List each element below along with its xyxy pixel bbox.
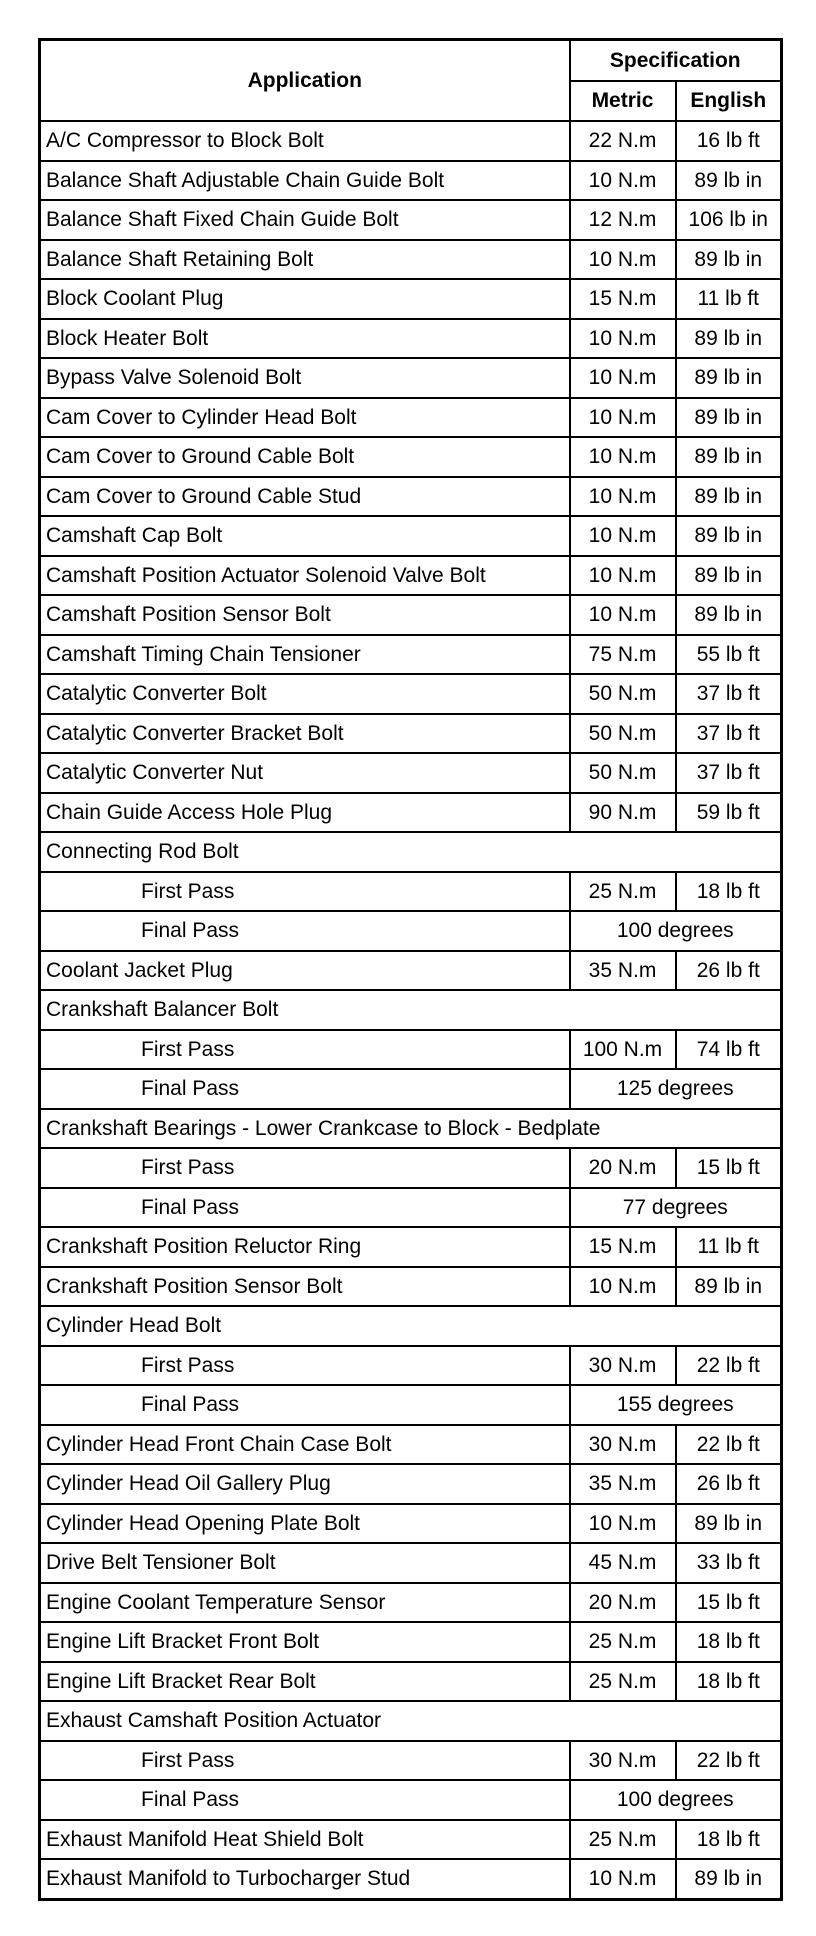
metric-cell: 10 N.m [570, 1859, 676, 1899]
table-row [40, 1030, 782, 1070]
table-row [40, 1622, 782, 1662]
table-row [40, 1820, 782, 1860]
application-cell: Final Pass [40, 1780, 570, 1820]
english-cell: 89 lb in [676, 358, 782, 398]
table-row [40, 674, 782, 714]
table-row [40, 595, 782, 635]
application-cell: Camshaft Timing Chain Tensioner [40, 635, 570, 675]
application-cell: Engine Lift Bracket Rear Bolt [40, 1662, 570, 1702]
table-group-row [40, 1306, 782, 1346]
application-cell: Block Coolant Plug [40, 279, 570, 319]
application-cell: Cam Cover to Ground Cable Bolt [40, 437, 570, 477]
english-cell: 26 lb ft [676, 951, 782, 991]
application-cell: Cylinder Head Bolt [40, 1306, 782, 1346]
table-row [40, 1267, 782, 1307]
english-cell: 106 lb in [676, 200, 782, 240]
application-cell: Catalytic Converter Nut [40, 753, 570, 793]
table-group-row [40, 1109, 782, 1149]
application-cell: Cylinder Head Opening Plate Bolt [40, 1504, 570, 1544]
table-row [40, 1780, 782, 1820]
angle-spec-cell: 100 degrees [570, 911, 782, 951]
english-cell: 89 lb in [676, 477, 782, 517]
application-cell: Block Heater Bolt [40, 319, 570, 359]
metric-cell: 15 N.m [570, 1227, 676, 1267]
table-row [40, 437, 782, 477]
english-cell: 37 lb ft [676, 674, 782, 714]
metric-cell: 10 N.m [570, 437, 676, 477]
english-cell: 89 lb in [676, 1859, 782, 1899]
table-row [40, 477, 782, 517]
application-cell: Catalytic Converter Bolt [40, 674, 570, 714]
english-cell: 11 lb ft [676, 279, 782, 319]
table-row [40, 200, 782, 240]
table-row [40, 1188, 782, 1228]
english-cell: 37 lb ft [676, 714, 782, 754]
english-cell: 15 lb ft [676, 1148, 782, 1188]
table-row [40, 240, 782, 280]
application-cell: Camshaft Position Sensor Bolt [40, 595, 570, 635]
application-cell: Engine Lift Bracket Front Bolt [40, 1622, 570, 1662]
english-cell: 11 lb ft [676, 1227, 782, 1267]
english-cell: 59 lb ft [676, 793, 782, 833]
english-cell: 18 lb ft [676, 1820, 782, 1860]
english-cell: 22 lb ft [676, 1741, 782, 1781]
english-cell: 22 lb ft [676, 1346, 782, 1386]
table-row [40, 753, 782, 793]
metric-cell: 25 N.m [570, 872, 676, 912]
application-cell: Cam Cover to Cylinder Head Bolt [40, 398, 570, 438]
application-cell: Final Pass [40, 1188, 570, 1228]
metric-header: Metric [570, 81, 676, 122]
metric-cell: 10 N.m [570, 556, 676, 596]
application-cell: Balance Shaft Fixed Chain Guide Bolt [40, 200, 570, 240]
table-row [40, 1543, 782, 1583]
application-cell: Drive Belt Tensioner Bolt [40, 1543, 570, 1583]
english-cell: 89 lb in [676, 1267, 782, 1307]
table-row [40, 1425, 782, 1465]
application-cell: Crankshaft Position Sensor Bolt [40, 1267, 570, 1307]
metric-cell: 35 N.m [570, 951, 676, 991]
metric-cell: 10 N.m [570, 240, 676, 280]
application-cell: A/C Compressor to Block Bolt [40, 121, 570, 161]
metric-cell: 22 N.m [570, 121, 676, 161]
metric-cell: 45 N.m [570, 1543, 676, 1583]
table-row [40, 1662, 782, 1702]
table-row [40, 1346, 782, 1386]
application-cell: Bypass Valve Solenoid Bolt [40, 358, 570, 398]
metric-cell: 35 N.m [570, 1464, 676, 1504]
metric-cell: 50 N.m [570, 753, 676, 793]
application-cell: Crankshaft Balancer Bolt [40, 990, 782, 1030]
table-row [40, 1741, 782, 1781]
metric-cell: 25 N.m [570, 1622, 676, 1662]
english-cell: 89 lb in [676, 437, 782, 477]
specification-header: Specification [570, 40, 782, 81]
table-group-row [40, 1701, 782, 1741]
metric-cell: 20 N.m [570, 1148, 676, 1188]
table-row [40, 1227, 782, 1267]
english-cell: 74 lb ft [676, 1030, 782, 1070]
metric-cell: 50 N.m [570, 674, 676, 714]
table-row [40, 398, 782, 438]
application-cell: First Pass [40, 1346, 570, 1386]
metric-cell: 10 N.m [570, 595, 676, 635]
metric-cell: 10 N.m [570, 398, 676, 438]
application-cell: Cylinder Head Front Chain Case Bolt [40, 1425, 570, 1465]
table-row [40, 516, 782, 556]
metric-cell: 12 N.m [570, 200, 676, 240]
angle-spec-cell: 77 degrees [570, 1188, 782, 1228]
angle-spec-cell: 125 degrees [570, 1069, 782, 1109]
table-row [40, 1069, 782, 1109]
metric-cell: 20 N.m [570, 1583, 676, 1623]
metric-cell: 25 N.m [570, 1820, 676, 1860]
application-cell: Exhaust Manifold Heat Shield Bolt [40, 1820, 570, 1860]
english-cell: 26 lb ft [676, 1464, 782, 1504]
english-cell: 18 lb ft [676, 1622, 782, 1662]
application-cell: First Pass [40, 872, 570, 912]
application-cell: Camshaft Cap Bolt [40, 516, 570, 556]
table-row [40, 911, 782, 951]
application-cell: First Pass [40, 1741, 570, 1781]
table-row [40, 1504, 782, 1544]
metric-cell: 30 N.m [570, 1425, 676, 1465]
metric-cell: 10 N.m [570, 161, 676, 201]
table-row [40, 1859, 782, 1899]
english-cell: 33 lb ft [676, 1543, 782, 1583]
metric-cell: 25 N.m [570, 1662, 676, 1702]
english-header: English [676, 81, 782, 122]
english-cell: 16 lb ft [676, 121, 782, 161]
angle-spec-cell: 155 degrees [570, 1385, 782, 1425]
metric-cell: 15 N.m [570, 279, 676, 319]
english-cell: 55 lb ft [676, 635, 782, 675]
application-cell: Exhaust Camshaft Position Actuator [40, 1701, 782, 1741]
english-cell: 89 lb in [676, 398, 782, 438]
application-cell: Final Pass [40, 1385, 570, 1425]
metric-cell: 10 N.m [570, 319, 676, 359]
table-row [40, 121, 782, 161]
english-cell: 89 lb in [676, 319, 782, 359]
english-cell: 37 lb ft [676, 753, 782, 793]
application-cell: First Pass [40, 1148, 570, 1188]
table-group-row [40, 990, 782, 1030]
application-cell: Final Pass [40, 1069, 570, 1109]
english-cell: 89 lb in [676, 161, 782, 201]
application-cell: Connecting Rod Bolt [40, 832, 782, 872]
table-header [40, 40, 782, 122]
application-cell: Balance Shaft Adjustable Chain Guide Bolt [40, 161, 570, 201]
table-row [40, 1464, 782, 1504]
english-cell: 89 lb in [676, 1504, 782, 1544]
application-cell: Final Pass [40, 911, 570, 951]
table-row [40, 635, 782, 675]
application-cell: Catalytic Converter Bracket Bolt [40, 714, 570, 754]
application-cell: Engine Coolant Temperature Sensor [40, 1583, 570, 1623]
metric-cell: 10 N.m [570, 516, 676, 556]
angle-spec-cell: 100 degrees [570, 1780, 782, 1820]
english-cell: 89 lb in [676, 595, 782, 635]
metric-cell: 30 N.m [570, 1346, 676, 1386]
application-cell: Camshaft Position Actuator Solenoid Valve Bolt [40, 556, 570, 596]
table-row [40, 358, 782, 398]
application-cell: Balance Shaft Retaining Bolt [40, 240, 570, 280]
table-body [40, 121, 782, 1899]
english-cell: 15 lb ft [676, 1583, 782, 1623]
table-row [40, 319, 782, 359]
english-cell: 89 lb in [676, 516, 782, 556]
english-cell: 22 lb ft [676, 1425, 782, 1465]
metric-cell: 10 N.m [570, 358, 676, 398]
table-row [40, 793, 782, 833]
application-cell: Crankshaft Position Reluctor Ring [40, 1227, 570, 1267]
application-cell: Coolant Jacket Plug [40, 951, 570, 991]
metric-cell: 30 N.m [570, 1741, 676, 1781]
table-row [40, 1385, 782, 1425]
table-row [40, 556, 782, 596]
metric-cell: 10 N.m [570, 1504, 676, 1544]
table-row [40, 951, 782, 991]
metric-cell: 90 N.m [570, 793, 676, 833]
table-row [40, 872, 782, 912]
english-cell: 89 lb in [676, 556, 782, 596]
application-header: Application [40, 40, 570, 122]
metric-cell: 75 N.m [570, 635, 676, 675]
application-cell: First Pass [40, 1030, 570, 1070]
torque-spec-table [38, 38, 783, 1901]
application-cell: Chain Guide Access Hole Plug [40, 793, 570, 833]
application-cell: Exhaust Manifold to Turbocharger Stud [40, 1859, 570, 1899]
application-cell: Crankshaft Bearings - Lower Crankcase to Block - Bedplate [40, 1109, 782, 1149]
english-cell: 18 lb ft [676, 872, 782, 912]
table-row [40, 1583, 782, 1623]
table-row [40, 1148, 782, 1188]
english-cell: 89 lb in [676, 240, 782, 280]
table-row [40, 161, 782, 201]
english-cell: 18 lb ft [676, 1662, 782, 1702]
metric-cell: 10 N.m [570, 477, 676, 517]
metric-cell: 10 N.m [570, 1267, 676, 1307]
table-row [40, 714, 782, 754]
table-group-row [40, 832, 782, 872]
metric-cell: 50 N.m [570, 714, 676, 754]
application-cell: Cylinder Head Oil Gallery Plug [40, 1464, 570, 1504]
header-row-top [40, 40, 782, 81]
metric-cell: 100 N.m [570, 1030, 676, 1070]
table-row [40, 279, 782, 319]
application-cell: Cam Cover to Ground Cable Stud [40, 477, 570, 517]
